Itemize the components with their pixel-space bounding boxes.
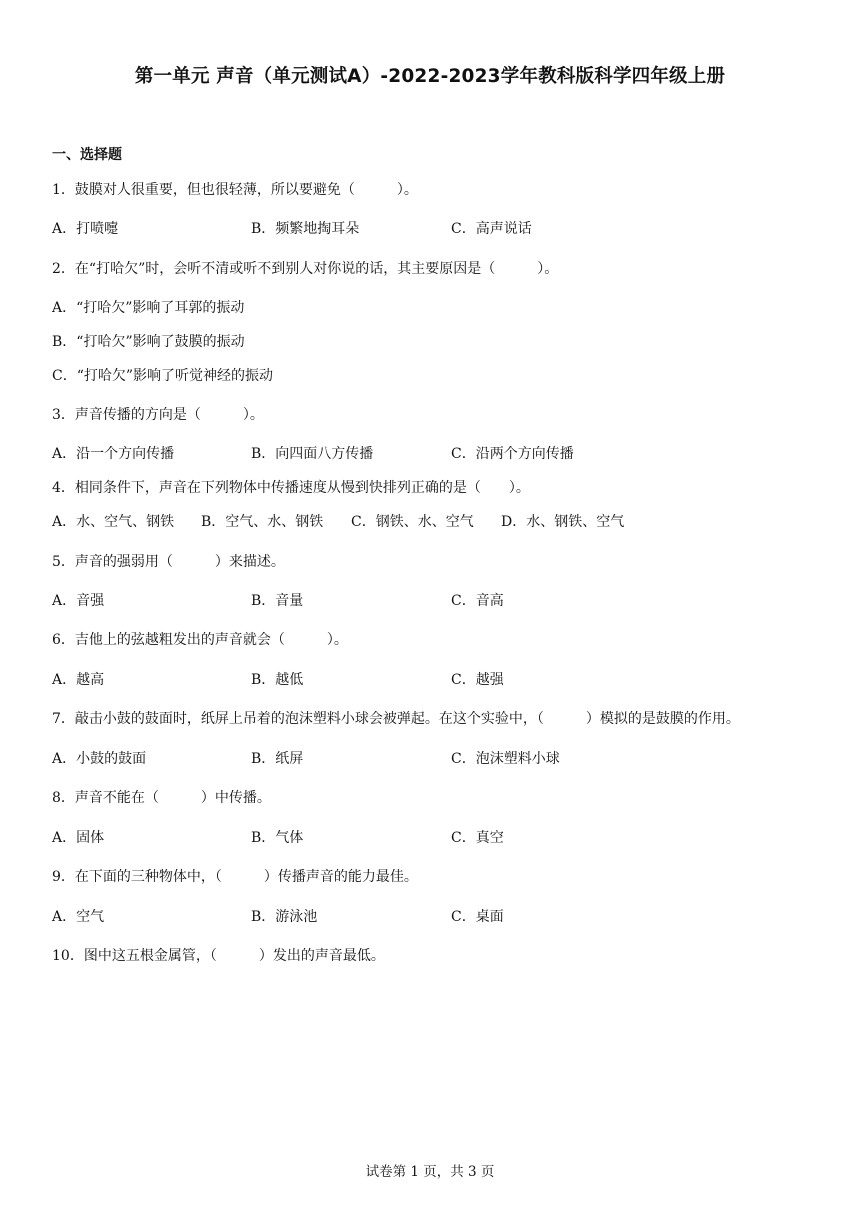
option: A．固体 (52, 830, 105, 846)
option: B．向四面八方传播 (251, 446, 374, 462)
question-text: 9．在下面的三种物体中，（ ）传播声音的能力最佳。 (52, 869, 418, 885)
option: C．真空 (451, 830, 504, 846)
question-text: 7．敲击小鼓的鼓面时，纸屏上吊着的泡沫塑料小球会被弹起。在这个实验中，（ ）模拟的是鼓膜的作用。 (52, 711, 740, 727)
option: B．气体 (251, 830, 304, 846)
option: C．“打哈欠”影响了听觉神经的振动 (52, 368, 274, 384)
option: B．空气、水、钢铁 (201, 514, 324, 530)
option: C．泡沫塑料小球 (451, 751, 560, 767)
option: A．越高 (52, 672, 105, 688)
option: A．小鼓的鼓面 (52, 751, 147, 767)
option: B．纸屏 (251, 751, 304, 767)
question-text: 1．鼓膜对人很重要，但也很轻薄，所以要避免（ ）。 (52, 182, 418, 198)
option: B．“打哈欠”影响了鼓膜的振动 (52, 334, 245, 350)
option: C．音高 (451, 593, 504, 609)
option: B．游泳池 (251, 909, 318, 925)
question-text: 3．声音传播的方向是（ ）。 (52, 407, 264, 423)
option: A．水、空气、钢铁 (52, 514, 175, 530)
option: B．频繁地掏耳朵 (251, 221, 360, 237)
option: B．越低 (251, 672, 304, 688)
page-footer: 试卷第 1 页，共 3 页 (365, 1164, 495, 1180)
page-title: 第一单元 声音（单元测试A）-2022-2023学年教科版科学四年级上册 (134, 66, 726, 87)
question-text: 5．声音的强弱用（ ）来描述。 (52, 554, 285, 570)
question-text: 2．在“打哈欠”时，会听不清或听不到别人对你说的话，其主要原因是（ ）。 (52, 261, 559, 277)
option: D．水、钢铁、空气 (501, 514, 625, 530)
option: B．音量 (251, 593, 304, 609)
option: A．打喷嚏 (52, 221, 119, 237)
option: C．钢铁、水、空气 (351, 514, 474, 530)
question-text: 10．图中这五根金属管，（ ）发出的声音最低。 (52, 948, 385, 964)
option: C．桌面 (451, 909, 504, 925)
option: A．“打哈欠”影响了耳郭的振动 (52, 300, 245, 316)
option: A．音强 (52, 593, 105, 609)
option: C．越强 (451, 672, 504, 688)
question-text: 6．吉他上的弦越粗发出的声音就会（ ）。 (52, 632, 348, 648)
question-text: 8．声音不能在（ ）中传播。 (52, 790, 271, 806)
option: C．沿两个方向传播 (451, 446, 574, 462)
option: A．沿一个方向传播 (52, 446, 175, 462)
option: A．空气 (52, 909, 105, 925)
question-text: 4．相同条件下，声音在下列物体中传播速度从慢到快排列正确的是（ ）。 (52, 480, 530, 496)
option: C．高声说话 (451, 221, 532, 237)
section-heading: 一、选择题 (52, 147, 122, 163)
